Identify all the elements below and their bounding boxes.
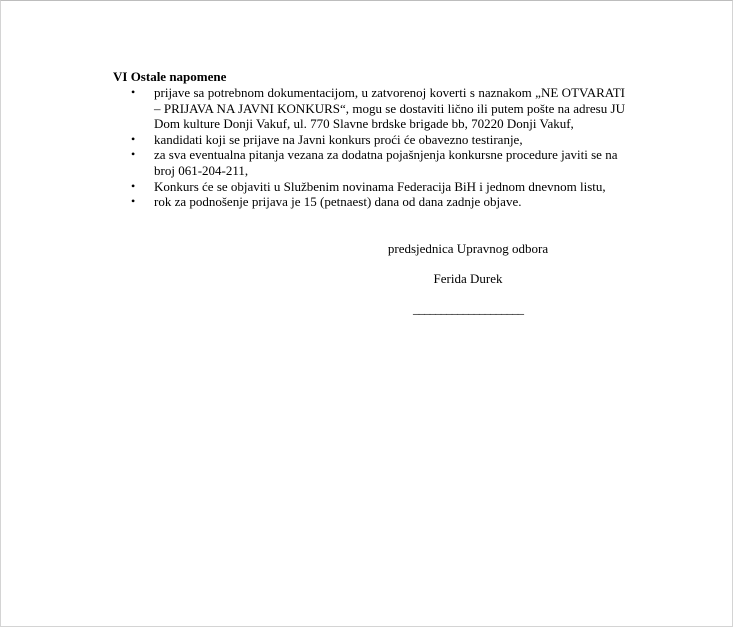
list-item-text: rok za podnošenje prijava je 15 (petnaest) dana od dana zadnje objave. — [154, 194, 522, 210]
bullet-icon: • — [131, 178, 136, 193]
list-item-text: Konkurs će se objaviti u Službenim novinama Federacija BiH i jednom dnevnom listu, — [154, 178, 606, 194]
bullet-icon: • — [131, 85, 136, 99]
list-item-text: kandidati koji se prijave na Javni konkurs proći će obavezno testiranje, — [154, 131, 523, 147]
signature-line: ____________________ — [413, 301, 523, 316]
notes-section — [113, 69, 625, 210]
bullet-icon: • — [131, 194, 136, 209]
list-item — [113, 147, 625, 178]
list-item — [113, 194, 625, 210]
bullet-icon: • — [131, 147, 136, 162]
list-item-text: za sva eventualna pitanja vezana za dodatna pojašnjenja konkursne procedure javiti se na broj 061-204-211, — [154, 147, 618, 178]
list-item-text: prijave sa potrebnom dokumentacijom, u zatvorenoj koverti s naznakom „NE OTVARATI – PRIJAVA NA JAVNI KONKURS“, mogu se dostaviti lično ili putem pošte na adresu JU Dom kulture Donji Vakuf, ul. 770 Slavne brdske brigade bb, 70220 Donji Vakuf, — [154, 85, 625, 132]
list-item — [113, 85, 625, 132]
signatory-name: Ferida Durek — [433, 271, 503, 286]
notes-list — [113, 85, 625, 210]
section-heading: VI Ostale napomene — [113, 69, 227, 84]
signatory-title: predsjednica Upravnog odbora — [387, 241, 549, 256]
list-item — [113, 179, 625, 195]
bullet-icon: • — [131, 131, 136, 146]
list-item — [113, 132, 625, 148]
